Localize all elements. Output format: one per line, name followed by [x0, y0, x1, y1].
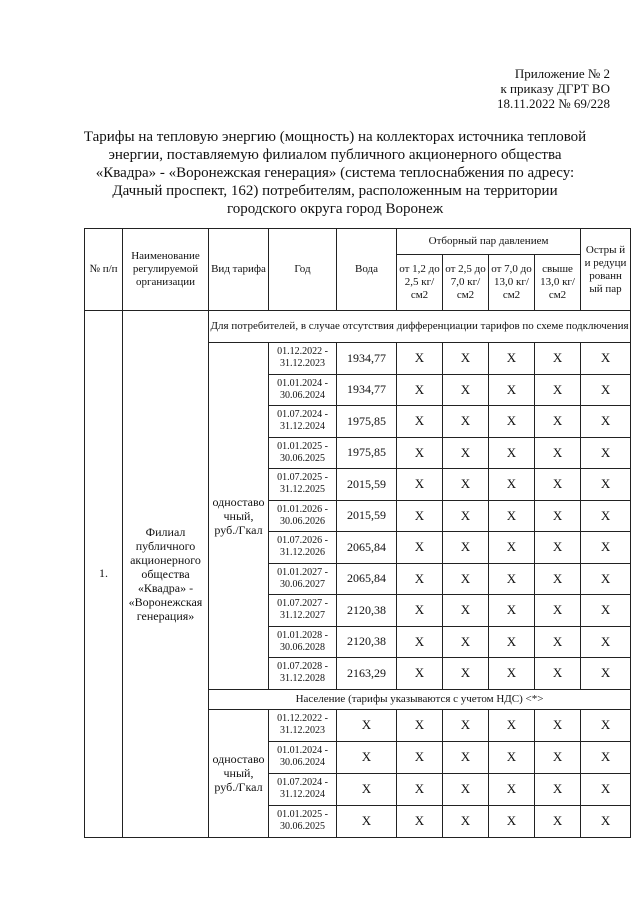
appendix-line-2: к приказу ДГРТ ВО	[500, 81, 610, 96]
period-cell: 01.01.2027 - 30.06.2027	[269, 563, 337, 595]
steam-sharp-cell: X	[581, 343, 631, 375]
header-pressure-1: от 1,2 до 2,5 кг/см2	[397, 255, 443, 311]
appendix-line-3: 18.11.2022 № 69/228	[496, 96, 610, 111]
steam-sharp-cell: X	[581, 805, 631, 837]
steam-p3-cell: X	[489, 805, 535, 837]
steam-p3-cell: X	[489, 563, 535, 595]
steam-sharp-cell: X	[581, 595, 631, 627]
header-org: Наименование регулируемой организации	[123, 229, 209, 311]
water-price-cell: X	[337, 773, 397, 805]
steam-p4-cell: X	[535, 532, 581, 564]
period-cell: 01.01.2028 - 30.06.2028	[269, 626, 337, 658]
period-cell: 01.12.2022 - 31.12.2023	[269, 709, 337, 741]
water-price-cell: X	[337, 805, 397, 837]
section-title: Население (тарифы указываются с учетом НДС) <*>	[209, 689, 631, 709]
steam-p2-cell: X	[443, 374, 489, 406]
steam-p4-cell: X	[535, 374, 581, 406]
title-line-2: энергии, поставляемую филиалом публичного акционерного общества	[108, 147, 562, 163]
header-steam-group: Отборный пар давлением	[397, 229, 581, 255]
steam-p4-cell: X	[535, 563, 581, 595]
steam-p1-cell: X	[397, 805, 443, 837]
steam-p2-cell: X	[443, 709, 489, 741]
steam-p1-cell: X	[397, 437, 443, 469]
steam-p4-cell: X	[535, 500, 581, 532]
appendix-line-1: Приложение № 2	[514, 66, 610, 81]
steam-p1-cell: X	[397, 406, 443, 438]
period-cell: 01.07.2024 - 31.12.2024	[269, 773, 337, 805]
document-title	[70, 128, 600, 218]
table-body	[85, 311, 631, 838]
steam-p3-cell: X	[489, 595, 535, 627]
tariff-type: одноставо чный, руб./Гкал	[209, 709, 269, 837]
steam-sharp-cell: X	[581, 626, 631, 658]
steam-p2-cell: X	[443, 437, 489, 469]
steam-p4-cell: X	[535, 626, 581, 658]
steam-p3-cell: X	[489, 406, 535, 438]
steam-p4-cell: X	[535, 437, 581, 469]
water-price-cell: 1975,85	[337, 406, 397, 438]
water-price-cell: 2120,38	[337, 595, 397, 627]
period-cell: 01.07.2024 - 31.12.2024	[269, 406, 337, 438]
steam-p4-cell: X	[535, 741, 581, 773]
steam-p2-cell: X	[443, 741, 489, 773]
steam-sharp-cell: X	[581, 500, 631, 532]
row-number: 1.	[85, 311, 123, 838]
water-price-cell: 2015,59	[337, 469, 397, 501]
steam-sharp-cell: X	[581, 773, 631, 805]
steam-p1-cell: X	[397, 709, 443, 741]
period-cell: 01.01.2026 - 30.06.2026	[269, 500, 337, 532]
steam-sharp-cell: X	[581, 406, 631, 438]
title-line-3: «Квадра» - «Воронежская генерация» (система теплоснабжения по адресу:	[95, 165, 575, 181]
appendix-block	[390, 66, 610, 111]
steam-sharp-cell: X	[581, 709, 631, 741]
header-water: Вода	[337, 229, 397, 311]
steam-p3-cell: X	[489, 343, 535, 375]
steam-p2-cell: X	[443, 563, 489, 595]
steam-p2-cell: X	[443, 626, 489, 658]
header-pressure-3: от 7,0 до 13,0 кг/см2	[489, 255, 535, 311]
steam-p4-cell: X	[535, 595, 581, 627]
header-type: Вид тарифа	[209, 229, 269, 311]
header-pressure-2: от 2,5 до 7,0 кг/см2	[443, 255, 489, 311]
section-row	[85, 311, 631, 343]
steam-p4-cell: X	[535, 658, 581, 690]
period-cell: 01.07.2027 - 31.12.2027	[269, 595, 337, 627]
steam-p1-cell: X	[397, 595, 443, 627]
steam-p1-cell: X	[397, 343, 443, 375]
steam-p3-cell: X	[489, 437, 535, 469]
steam-p1-cell: X	[397, 374, 443, 406]
steam-p3-cell: X	[489, 741, 535, 773]
water-price-cell: 2065,84	[337, 563, 397, 595]
period-cell: 01.07.2028 - 31.12.2028	[269, 658, 337, 690]
steam-sharp-cell: X	[581, 437, 631, 469]
steam-sharp-cell: X	[581, 374, 631, 406]
period-cell: 01.01.2024 - 30.06.2024	[269, 741, 337, 773]
water-price-cell: 1975,85	[337, 437, 397, 469]
steam-p3-cell: X	[489, 709, 535, 741]
section-title: Для потребителей, в случае отсутствия дифференциации тарифов по схеме подключения	[209, 311, 631, 343]
steam-p3-cell: X	[489, 500, 535, 532]
water-price-cell: 1934,77	[337, 374, 397, 406]
steam-p2-cell: X	[443, 532, 489, 564]
steam-p2-cell: X	[443, 469, 489, 501]
steam-p3-cell: X	[489, 626, 535, 658]
period-cell: 01.01.2025 - 30.06.2025	[269, 805, 337, 837]
steam-p3-cell: X	[489, 469, 535, 501]
water-price-cell: 2163,29	[337, 658, 397, 690]
steam-p4-cell: X	[535, 709, 581, 741]
title-line-1: Тарифы на тепловую энергию (мощность) на коллекторах источника тепловой	[83, 129, 587, 145]
steam-p2-cell: X	[443, 805, 489, 837]
steam-sharp-cell: X	[581, 563, 631, 595]
steam-p1-cell: X	[397, 469, 443, 501]
period-cell: 01.07.2026 - 31.12.2026	[269, 532, 337, 564]
steam-p2-cell: X	[443, 773, 489, 805]
steam-p1-cell: X	[397, 563, 443, 595]
steam-p4-cell: X	[535, 469, 581, 501]
steam-sharp-cell: X	[581, 741, 631, 773]
steam-p4-cell: X	[535, 406, 581, 438]
steam-p1-cell: X	[397, 500, 443, 532]
organization-name: Филиал публичного акционерного общества «Квадра» - «Воронежская генерация»	[123, 311, 209, 838]
steam-p1-cell: X	[397, 658, 443, 690]
steam-p1-cell: X	[397, 741, 443, 773]
steam-p1-cell: X	[397, 532, 443, 564]
period-cell: 01.01.2024 - 30.06.2024	[269, 374, 337, 406]
water-price-cell: 2015,59	[337, 500, 397, 532]
steam-p1-cell: X	[397, 626, 443, 658]
water-price-cell: X	[337, 741, 397, 773]
steam-p2-cell: X	[443, 406, 489, 438]
title-line-5: городского округа город Воронеж	[226, 201, 444, 217]
period-cell: 01.07.2025 - 31.12.2025	[269, 469, 337, 501]
header-row-1	[85, 229, 631, 255]
steam-p3-cell: X	[489, 658, 535, 690]
steam-p2-cell: X	[443, 595, 489, 627]
water-price-cell: 1934,77	[337, 343, 397, 375]
steam-p2-cell: X	[443, 500, 489, 532]
steam-sharp-cell: X	[581, 532, 631, 564]
steam-p2-cell: X	[443, 343, 489, 375]
steam-p4-cell: X	[535, 773, 581, 805]
water-price-cell: 2120,38	[337, 626, 397, 658]
steam-p4-cell: X	[535, 343, 581, 375]
water-price-cell: X	[337, 709, 397, 741]
steam-sharp-cell: X	[581, 658, 631, 690]
header-num: № п/п	[85, 229, 123, 311]
steam-p1-cell: X	[397, 773, 443, 805]
tariff-type: одноставо чный, руб./Гкал	[209, 343, 269, 690]
title-line-4: Дачный проспект, 162) потребителям, расположенным на территории	[112, 183, 558, 199]
steam-p4-cell: X	[535, 805, 581, 837]
header-pressure-4: свыше 13,0 кг/см2	[535, 255, 581, 311]
header-sharp-steam: Остры й и редуци рованн ый пар	[581, 229, 631, 311]
water-price-cell: 2065,84	[337, 532, 397, 564]
period-cell: 01.01.2025 - 30.06.2025	[269, 437, 337, 469]
steam-p3-cell: X	[489, 374, 535, 406]
steam-p3-cell: X	[489, 773, 535, 805]
steam-p2-cell: X	[443, 658, 489, 690]
header-year: Год	[269, 229, 337, 311]
steam-sharp-cell: X	[581, 469, 631, 501]
period-cell: 01.12.2022 - 31.12.2023	[269, 343, 337, 375]
steam-p3-cell: X	[489, 532, 535, 564]
tariff-table	[84, 228, 631, 838]
